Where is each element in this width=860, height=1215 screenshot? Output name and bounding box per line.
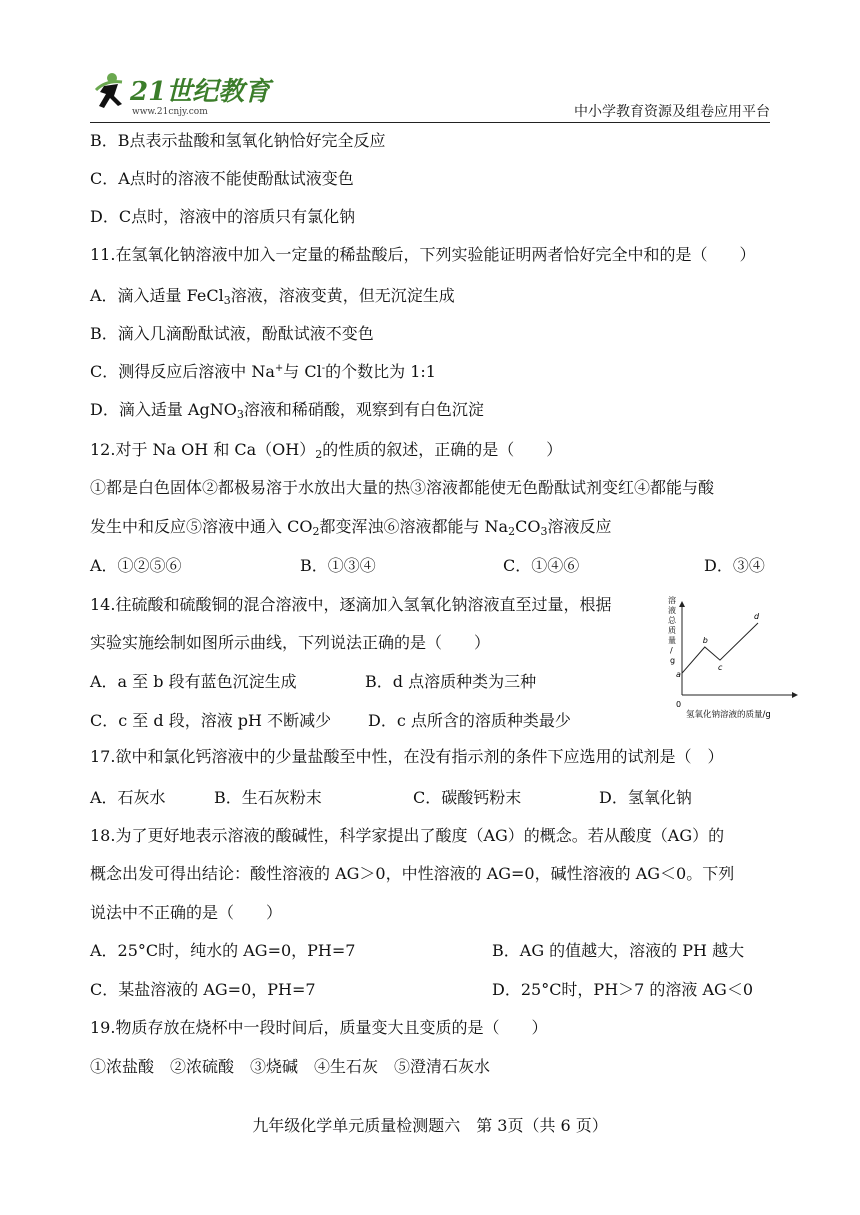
q17-stem: 17.欲中和氯化钙溶液中的少量盐酸至中性，在没有指示剂的条件下应选用的试剂是（ ） — [90, 747, 724, 766]
chart-y-label-char: 液 — [668, 606, 676, 615]
q12-option-d: D．③④ — [704, 556, 765, 575]
platform-name: 中小学教育资源及组卷应用平台 — [574, 104, 770, 120]
q12-option-c: C．①④⑥ — [503, 556, 580, 575]
q10-option-b: B．B点表示盐酸和氢氧化钠恰好完全反应 — [90, 131, 386, 150]
header-divider — [90, 122, 770, 123]
q11-option-c: C．测得反应后溶液中 Na+与 Cl-的个数比为 1:1 — [90, 362, 436, 381]
chart-y-label-char: / — [670, 646, 673, 655]
runner-logo-icon — [92, 70, 282, 118]
q17-option-a: A．石灰水 — [90, 788, 166, 807]
q19-stem: 19.物质存放在烧杯中一段时间后，质量变大且变质的是（ ） — [90, 1018, 548, 1037]
q14-stem-line2: 实验实施绘制如图所示曲线，下列说法正确的是（ ） — [90, 633, 491, 652]
q12-statements-line1: ①都是白色固体②都极易溶于水放出大量的热③溶液都能使无色酚酞试剂变红④都能与酸 — [90, 478, 715, 497]
q14-option-a: A．a 至 b 段有蓝色沉淀生成 — [90, 672, 297, 691]
q12-statements-line2: 发生中和反应⑤溶液中通入 $CO_2$都变浑浊⑥溶液都能与 $Na_2CO_3$溶液反应 — [90, 517, 612, 538]
logo — [92, 70, 282, 118]
q18-option-b: B．AG 的值越大，溶液的 PH 越大 — [492, 941, 745, 960]
page-footer: 九年级化学单元质量检测题六 第 3页（共 6 页） — [252, 1116, 608, 1135]
solution-mass-chart — [668, 593, 800, 723]
q11-option-a: A．滴入适量 FeCl$_3$溶液，溶液变黄，但无沉淀生成 — [90, 286, 455, 307]
q11-option-d: D．滴入适量 AgNO$_3$溶液和稀硝酸，观察到有白色沉淀 — [90, 400, 484, 421]
q18-option-c: C．某盐溶液的 AG=0，PH=7 — [90, 980, 316, 999]
q14-option-d: D．c 点所含的溶质种类最少 — [368, 711, 571, 730]
logo-text: 21世纪教育 — [130, 77, 271, 107]
logo-url-text: www.21cnjy.com — [132, 107, 208, 117]
chart-x-axis-label: 氢氧化钠溶液的质量/g — [686, 710, 771, 720]
q17-option-c: C．碳酸钙粉末 — [413, 788, 522, 807]
q18-stem-line3: 说法中不正确的是（ ） — [90, 903, 283, 922]
chart-y-label-char: 量 — [668, 636, 676, 645]
q12-option-a: A．①②⑤⑥ — [90, 556, 182, 575]
q18-stem-line2: 概念出发可得出结论：酸性溶液的 AG＞0，中性溶液的 AG=0，碱性溶液的 AG＜0。下列 — [90, 864, 735, 883]
q14-option-b: B．d 点溶质种类为三种 — [365, 672, 537, 691]
chart-point-label: a — [676, 670, 681, 680]
chart-origin-label: 0 — [676, 700, 682, 709]
q18-option-a: A．25°C时，纯水的 AG=0，PH=7 — [90, 941, 356, 960]
q14-stem-line1: 14.往硫酸和硫酸铜的混合溶液中，逐滴加入氢氧化钠溶液直至过量，根据 — [90, 595, 612, 614]
chart-y-label-char: 总 — [668, 616, 676, 625]
chart-point-label: b — [702, 636, 708, 645]
q14-option-c: C．c 至 d 段，溶液 pH 不断减少 — [90, 711, 332, 730]
q19-items: ①浓盐酸 ②浓硫酸 ③烧碱 ④生石灰 ⑤澄清石灰水 — [90, 1057, 491, 1076]
q10-option-d: D．C点时，溶液中的溶质只有氯化钠 — [90, 207, 356, 226]
q12-option-b: B．①③④ — [300, 556, 376, 575]
q17-option-b: B．生石灰粉末 — [214, 788, 322, 807]
q11-option-b: B．滴入几滴酚酞试液，酚酞试液不变色 — [90, 324, 374, 343]
chart-y-axis-arrow-icon — [679, 601, 685, 607]
q18-option-d: D．25°C时，PH＞7 的溶液 AG＜0 — [492, 980, 754, 999]
chart-x-axis-arrow-icon — [792, 692, 798, 698]
q10-option-c: C．A点时的溶液不能使酚酞试液变色 — [90, 169, 354, 188]
q12-stem: 12.对于 Na OH 和 $Ca(OH)_2$的性质的叙述，正确的是（ ） — [90, 440, 563, 461]
chart-y-label-char: 质 — [668, 626, 676, 635]
q18-stem-line1: 18.为了更好地表示溶液的酸碱性，科学家提出了酸度（AG）的概念。若从酸度（AG）的 — [90, 826, 725, 845]
chart-point-label: d — [754, 612, 760, 621]
chart-point-label: c — [718, 663, 723, 673]
chart-y-label-char: g — [670, 656, 676, 665]
q11-stem: 11.在氢氧化钠溶液中加入一定量的稀盐酸后，下列实验能证明两者恰好完全中和的是（ ） — [90, 245, 756, 264]
chart-y-axis-label — [668, 595, 677, 665]
q17-option-d: D．氢氧化钠 — [599, 788, 692, 807]
chart-y-label-char: 溶 — [668, 596, 676, 605]
